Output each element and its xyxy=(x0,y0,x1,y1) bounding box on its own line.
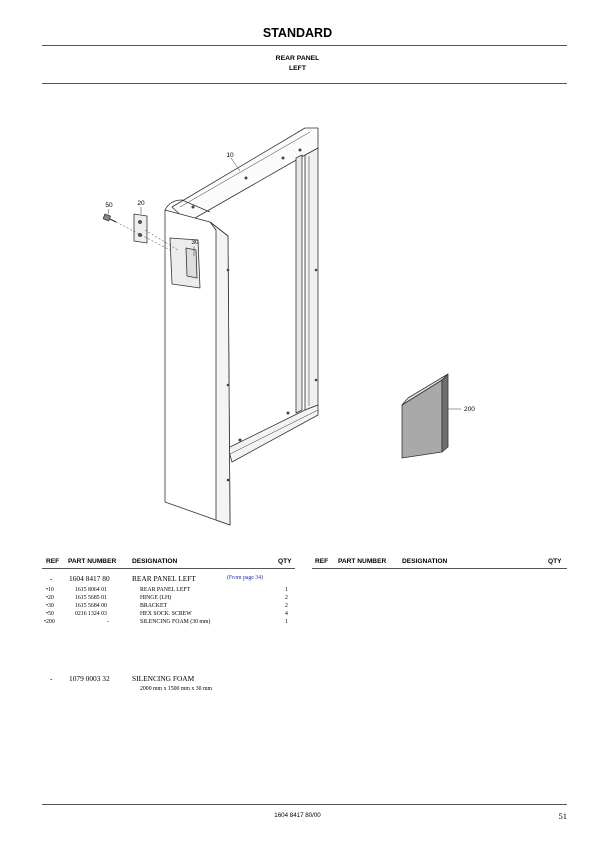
row-qty: 4 xyxy=(285,611,288,617)
page-title: STANDARD xyxy=(262,26,333,40)
col-header-ref-right: REF xyxy=(315,558,329,565)
section-subtitle-1: REAR PANEL xyxy=(275,55,320,62)
col-header-part-number: PART NUMBER xyxy=(68,558,117,565)
foam-row-ref: - xyxy=(50,674,53,683)
row-designation: HINGE (LH) xyxy=(140,595,172,601)
callout-200: 200 xyxy=(464,406,475,413)
row-designation: HEX SOCK. SCREW xyxy=(140,611,192,617)
col-header-designation: DESIGNATION xyxy=(132,558,178,565)
row-part-number: 1615 5684 00 xyxy=(75,603,107,609)
col-header-ref: REF xyxy=(46,558,60,565)
exploded-parts-drawing xyxy=(0,100,595,540)
row-ref: •50 xyxy=(46,611,54,617)
row-designation: REAR PANEL LEFT xyxy=(140,587,191,593)
row-qty: 2 xyxy=(285,595,288,601)
row-designation: BRACKET xyxy=(140,603,168,609)
hinge-part xyxy=(134,214,147,243)
col-header-qty-right: QTY xyxy=(548,558,562,565)
row-ref: •20 xyxy=(46,595,54,601)
callout-30: 30 xyxy=(191,239,199,246)
frame-inner-post xyxy=(296,155,302,413)
row-part-number: - xyxy=(107,619,109,625)
row-ref: •10 xyxy=(46,587,54,593)
from-page-link[interactable]: (From page 34) xyxy=(227,575,264,581)
foam-row-dimensions: 2000 mm x 1500 mm x 30 mm xyxy=(140,686,212,692)
main-row-part-number: 1604 8417 80 xyxy=(69,574,110,583)
row-part-number: 1615 5685 01 xyxy=(75,595,107,601)
callout-50: 50 xyxy=(105,202,113,209)
footer-divider xyxy=(42,804,567,805)
callout-20: 20 xyxy=(137,200,145,207)
callout-10: 10 xyxy=(226,152,234,159)
title-divider xyxy=(42,45,567,46)
row-part-number: 0216 1324 03 xyxy=(75,611,107,617)
col-header-part-number-right: PART NUMBER xyxy=(338,558,387,565)
row-ref: •30 xyxy=(46,603,54,609)
row-qty: 2 xyxy=(285,603,288,609)
table-left-divider xyxy=(42,568,295,569)
main-row-ref: - xyxy=(50,574,53,583)
document-code: 1604 8417 80/00 xyxy=(274,812,321,819)
table-right-divider xyxy=(312,568,567,569)
row-designation: SILENCING FOAM (30 mm) xyxy=(140,619,211,625)
screw-part xyxy=(103,214,110,221)
col-header-designation-right: DESIGNATION xyxy=(402,558,448,565)
row-qty: 1 xyxy=(285,619,288,625)
foam-row-designation: SILENCING FOAM xyxy=(132,674,195,683)
frame-right-post xyxy=(305,148,318,410)
col-header-qty: QTY xyxy=(278,558,292,565)
foam-row-part-number: 1079 0003 32 xyxy=(69,674,110,683)
page-number: 51 xyxy=(558,811,567,821)
row-part-number: 1615 8064 01 xyxy=(75,587,107,593)
frame-bottom-rail xyxy=(228,405,318,462)
row-ref: •200 xyxy=(44,619,55,625)
header-divider xyxy=(42,83,567,84)
section-subtitle-2: LEFT xyxy=(289,65,306,72)
main-row-designation: REAR PANEL LEFT xyxy=(132,574,196,583)
row-qty: 1 xyxy=(285,587,288,593)
